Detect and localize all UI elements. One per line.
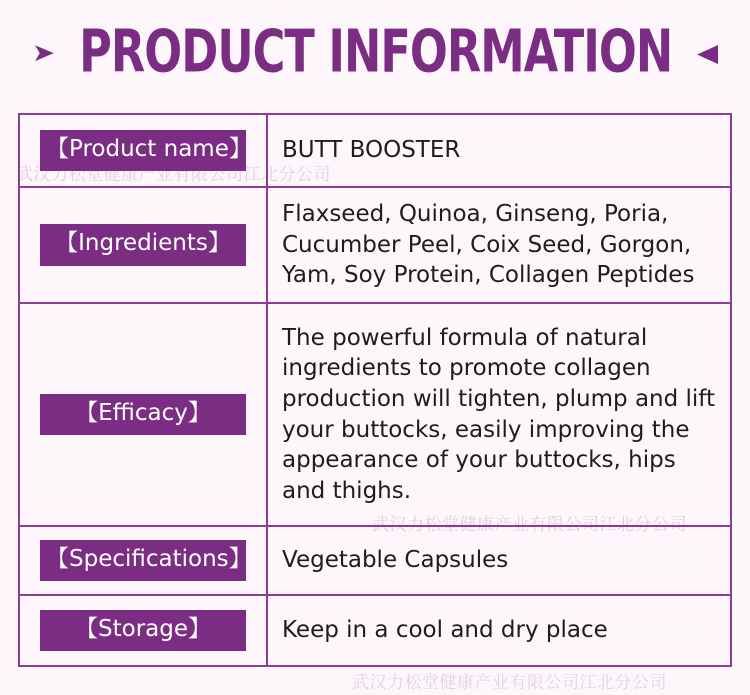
page-title: PRODUCT INFORMATION [79,16,673,86]
row-value-specifications: Vegetable Capsules [282,547,509,574]
row-value-ingredients: Flaxseed, Quinoa, Ginseng, Poria, Cucumber Peel, Coix Seed, Gorgon, Yam, Soy Protein, Collagen Peptides [282,201,695,289]
table-row [20,304,730,527]
label-chip: 【Efficacy】 [40,394,246,435]
product-information-table [18,113,732,667]
page-header [0,0,750,88]
label-chip: 【Storage】 [40,610,246,651]
table-row [20,527,730,596]
table-row [20,115,730,188]
row-label-ingredients [20,188,268,302]
row-value-product-name: BUTT BOOSTER [282,137,461,164]
watermark: 武汉力松堂健康产业有限公司江北分公司 [372,515,687,535]
label-chip: 【Specifications】 [40,540,246,581]
row-label-product-name [20,115,268,186]
label-chip: 【Ingredients】 [40,224,246,265]
arrow-left-icon: ◀ [696,38,718,67]
watermark: 武汉力松堂健康产业有限公司江北分公司 [16,165,331,185]
row-value-storage: Keep in a cool and dry place [282,617,608,644]
row-value-efficacy: The powerful formula of natural ingredients to promote collagen production will tighten, plump and lift your buttocks, easily improving the appearance of your buttocks, hips and thighs. [282,324,716,504]
row-label-specifications [20,527,268,594]
watermark: 武汉力松堂健康产业有限公司江北分公司 [352,673,667,693]
label-chip: 【Product name】 [40,130,246,171]
table-row [20,188,730,304]
row-label-storage [20,596,268,665]
arrow-right-icon: ➤ [32,38,56,67]
row-label-efficacy [20,304,268,525]
table-row [20,596,730,665]
